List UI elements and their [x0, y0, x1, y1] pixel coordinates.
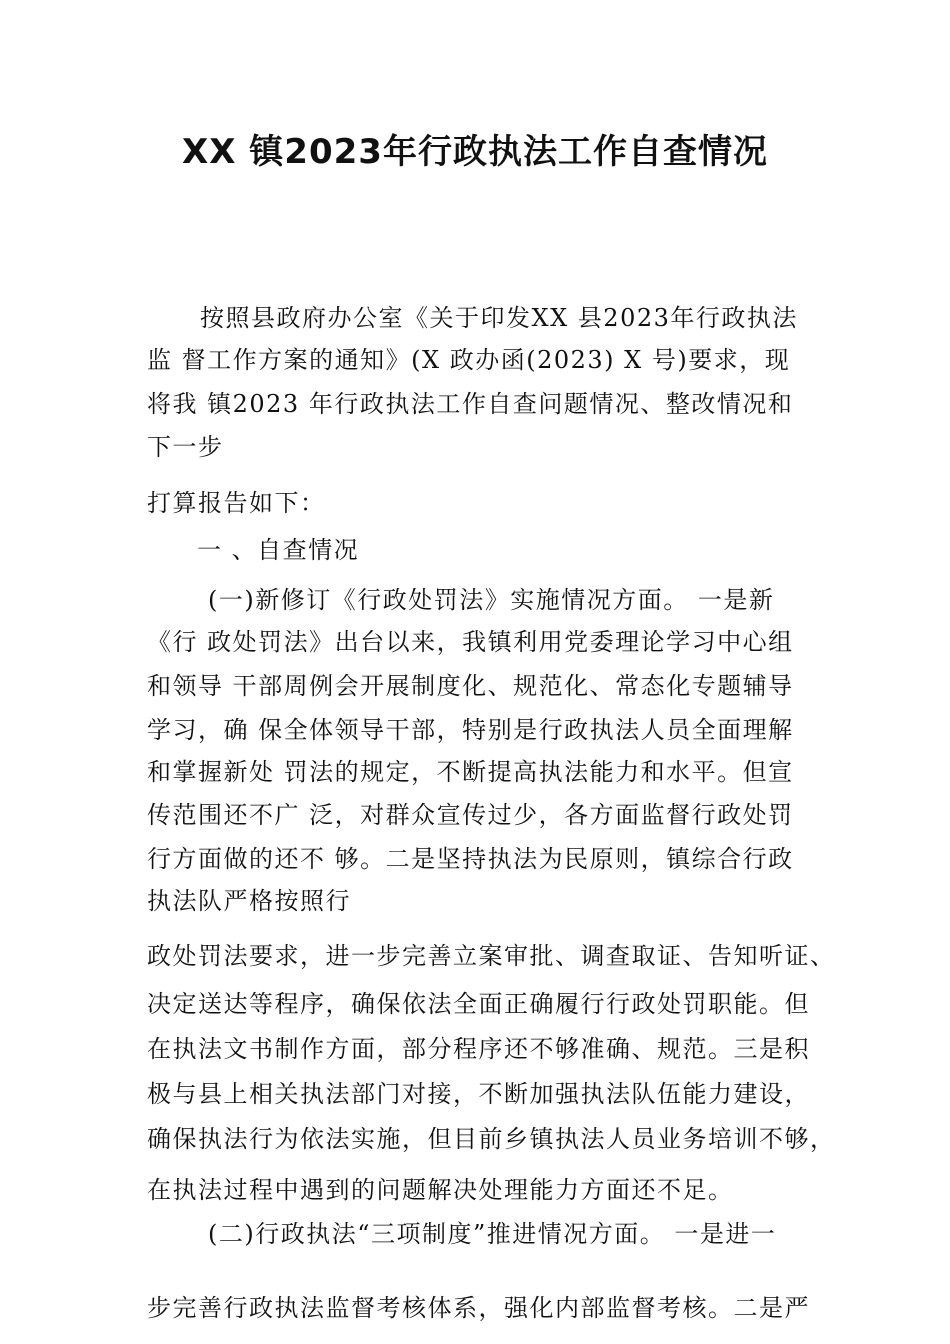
paragraph-line: 将我 镇2023 年行政执法工作自查问题情况、整改情况和: [147, 390, 794, 418]
paragraph-line: 步完善行政执法监督考核体系，强化内部监督考核。二是严: [147, 1294, 810, 1322]
paragraph-line: 《行 政处罚法》出台以来，我镇利用党委理论学习中心组: [147, 628, 794, 656]
paragraph-line: 在执法文书制作方面，部分程序还不够准确、规范。三是积: [147, 1035, 810, 1063]
subsection-heading-line: (二)行政执法“三项制度”推进情况方面。 一是进一: [208, 1220, 777, 1248]
paragraph-line: 下一步: [147, 433, 224, 461]
paragraph-line: 和掌握新处 罚法的规定，不断提高执法能力和水平。但宣: [147, 758, 794, 786]
paragraph-line: 传范围还不广 泛，对群众宣传过少，各方面监督行政处罚: [147, 801, 794, 829]
paragraph-line: 执法队严格按照行: [147, 887, 351, 915]
paragraph-line: 打算报告如下：: [147, 489, 326, 517]
paragraph-line: 行方面做的还不 够。二是坚持执法为民原则，镇综合行政: [147, 845, 794, 873]
paragraph-line: 学习，确 保全体领导干部，特别是行政执法人员全面理解: [147, 716, 794, 744]
paragraph-line: 极与县上相关执法部门对接，不断加强执法队伍能力建设，: [147, 1080, 810, 1108]
paragraph-line: 政处罚法要求，进一步完善立案审批、调查取证、告知听证、: [147, 942, 836, 970]
paragraph-line: 按照县政府办公室《关于印发XX 县2023年行政执法: [200, 304, 798, 332]
section-heading: 一 、自查情况: [197, 536, 360, 564]
paragraph-line: 确保执法行为依法实施，但目前乡镇执法人员业务培训不够，: [147, 1125, 836, 1153]
document-title: XX 镇2023年行政执法工作自查情况: [182, 132, 768, 172]
subsection-heading-line: (一)新修订《行政处罚法》实施情况方面。 一是新: [208, 586, 775, 614]
paragraph-line: 和领导 干部周例会开展制度化、规范化、常态化专题辅导: [147, 672, 794, 700]
paragraph-line: 监 督工作方案的通知》(X 政办函(2023) X 号)要求，现: [147, 346, 791, 374]
paragraph-line: 决定送达等程序，确保依法全面正确履行行政处罚职能。但: [147, 990, 810, 1018]
paragraph-line: 在执法过程中遇到的问题解决处理能力方面还不足。: [147, 1176, 734, 1204]
